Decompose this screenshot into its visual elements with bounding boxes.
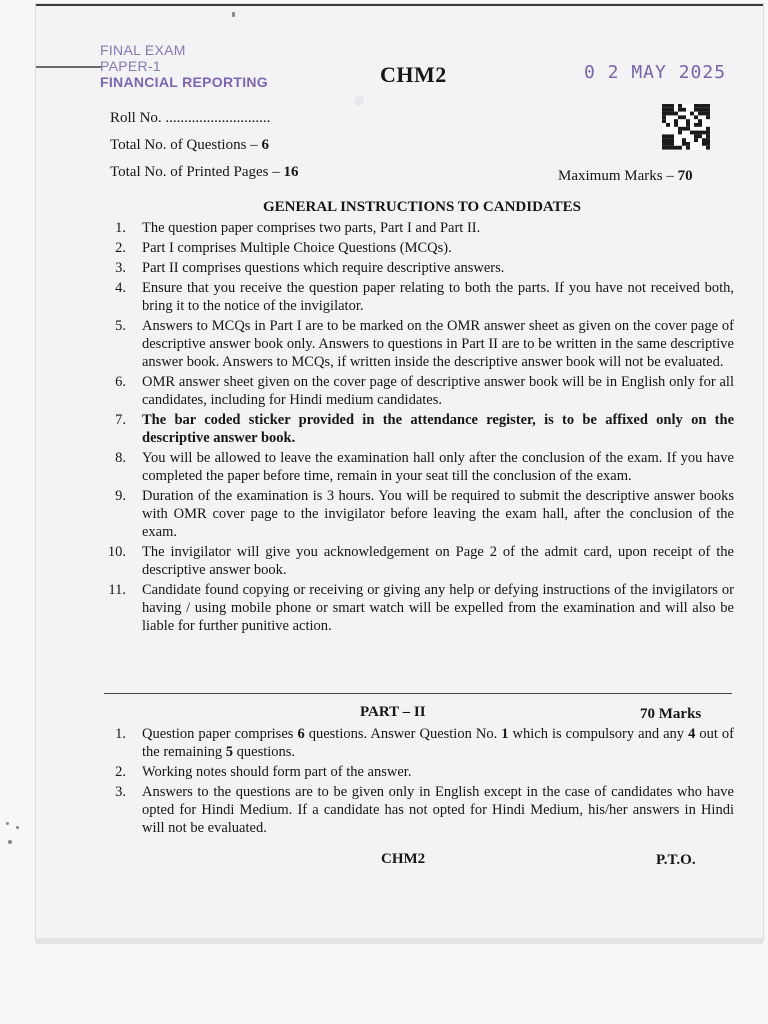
item-number: 7. — [115, 412, 126, 428]
item-number: 2. — [115, 764, 126, 780]
item-number: 4. — [115, 280, 126, 296]
list-item — [106, 219, 734, 237]
item-text: The bar coded sticker provided in the attendance register, is to be affixed only on the descriptive answer book. — [142, 412, 734, 446]
item-number: 1. — [115, 726, 126, 742]
maximum-marks-value: 70 — [677, 168, 693, 184]
section-divider — [104, 693, 732, 694]
exam-stamp — [100, 42, 268, 90]
general-instructions-heading: GENERAL INSTRUCTIONS TO CANDIDATES — [262, 199, 581, 215]
scan-speck — [232, 12, 235, 17]
item-text: Answers to MCQs in Part I are to be marked on the OMR answer sheet as given on the cover page of descriptive answer book only. Answers to questions in Part II are to be written in the same descriptive answer book. Answers to MCQs, if written inside the descriptive answer book will not be evaluated. — [142, 318, 734, 370]
item-text: You will be allowed to leave the examination hall only after the conclusion of the exam. If you have completed the paper before time, remain in your seat till the conclusion of the exam. — [142, 450, 734, 484]
text-run: Question paper comprises — [142, 726, 298, 742]
list-item — [106, 411, 734, 447]
item-text: Working notes should form part of the answer. — [142, 764, 412, 780]
list-item — [106, 725, 734, 761]
list-item — [106, 373, 734, 409]
item-number: 1. — [115, 220, 126, 236]
item-number: 8. — [115, 450, 126, 466]
item-text: Candidate found copying or receiving or giving any help or defying instructions of the invigilators or having / using mobile phone or smart watch will be expelled from the examination and will also be liable for further punitive action. — [142, 582, 734, 634]
compulsory-question-number: 1 — [501, 726, 509, 742]
part-two-marks: 70 Marks — [640, 706, 702, 722]
question-count: 6 — [297, 726, 305, 742]
list-item — [106, 487, 734, 541]
sheet-edge — [36, 938, 763, 944]
text-run: questions. — [233, 744, 296, 760]
list-item — [106, 581, 734, 635]
item-number: 3. — [115, 260, 126, 276]
item-number: 11. — [108, 582, 126, 598]
list-item — [106, 317, 734, 371]
total-questions-label: Total No. of Questions – — [110, 137, 262, 153]
total-pages-label: Total No. of Printed Pages – — [110, 164, 284, 180]
date-stamp: 0 2 MAY 2025 — [584, 62, 727, 83]
item-text: Ensure that you receive the question paper relating to both the parts. If you have not received both, bring it to the notice of the invigilator. — [142, 280, 734, 314]
list-item — [106, 279, 734, 315]
stamp-line-3: FINANCIAL REPORTING — [100, 74, 268, 90]
item-number: 2. — [115, 240, 126, 256]
total-pages-line — [110, 164, 299, 181]
item-number: 6. — [115, 374, 126, 390]
part-two-instructions-list — [106, 725, 734, 839]
text-run: questions. Answer Question No. — [304, 726, 502, 742]
list-item — [106, 239, 734, 257]
item-text: Part II comprises questions which require descriptive answers. — [142, 260, 505, 276]
item-number: 3. — [115, 784, 126, 800]
stamp-line-1: FINAL EXAM — [100, 42, 186, 58]
total-questions-line — [110, 137, 269, 154]
scan-speck — [16, 826, 19, 829]
paper-code-title: CHM2 — [380, 62, 447, 87]
list-item — [106, 449, 734, 485]
list-item — [106, 783, 734, 837]
part-two-title: PART – II — [360, 704, 426, 720]
maximum-marks-label: Maximum Marks – — [558, 168, 678, 184]
remaining-count: 5 — [225, 744, 234, 760]
item-text: OMR answer sheet given on the cover page of descriptive answer book will be in English only for all candidates, including for Hindi medium candidates. — [142, 374, 734, 408]
item-text: Answers to the questions are to be given only in English except in the case of candidates who have opted for Hindi Medium. If a candidate has not opted for Hindi Medium, his/her answers in Hindi will not be evaluated. — [142, 784, 734, 836]
item-number: 5. — [115, 318, 126, 334]
general-instructions-list — [106, 219, 734, 637]
stamp-line-2: PAPER-1 — [100, 58, 161, 74]
item-text: Part I comprises Multiple Choice Questions (MCQs). — [142, 240, 452, 256]
total-pages-value: 16 — [283, 164, 299, 180]
list-item — [106, 543, 734, 579]
qr-code-icon — [662, 104, 710, 150]
list-item — [106, 259, 734, 277]
text-run: out of the remaining — [142, 726, 735, 760]
list-item — [106, 763, 734, 781]
scan-speck — [8, 840, 12, 844]
stamp-underline — [36, 66, 102, 68]
item-number: 9. — [115, 488, 126, 504]
item-text — [142, 725, 734, 761]
please-turn-over: P.T.O. — [656, 852, 696, 868]
text-run: which is compulsory and any — [508, 726, 689, 742]
total-questions-value: 6 — [261, 137, 269, 153]
item-text: The invigilator will give you acknowledgement on Page 2 of the admit card, upon receipt of the descriptive answer book. — [142, 544, 734, 578]
item-text: The question paper comprises two parts, Part I and Part II. — [142, 220, 481, 236]
item-text: Duration of the examination is 3 hours. You will be required to submit the descriptive answer books with OMR cover page to the invigilator before leaving the exam hall, after the conclusion of the exam. — [142, 488, 734, 540]
footer-paper-code: CHM2 — [381, 851, 426, 867]
scan-smudge — [354, 96, 364, 106]
roll-no-line: Roll No. ............................ — [110, 110, 271, 126]
maximum-marks-line — [558, 168, 693, 185]
optional-count: 4 — [688, 726, 696, 742]
scan-speck — [6, 822, 9, 825]
item-number: 10. — [107, 544, 126, 560]
